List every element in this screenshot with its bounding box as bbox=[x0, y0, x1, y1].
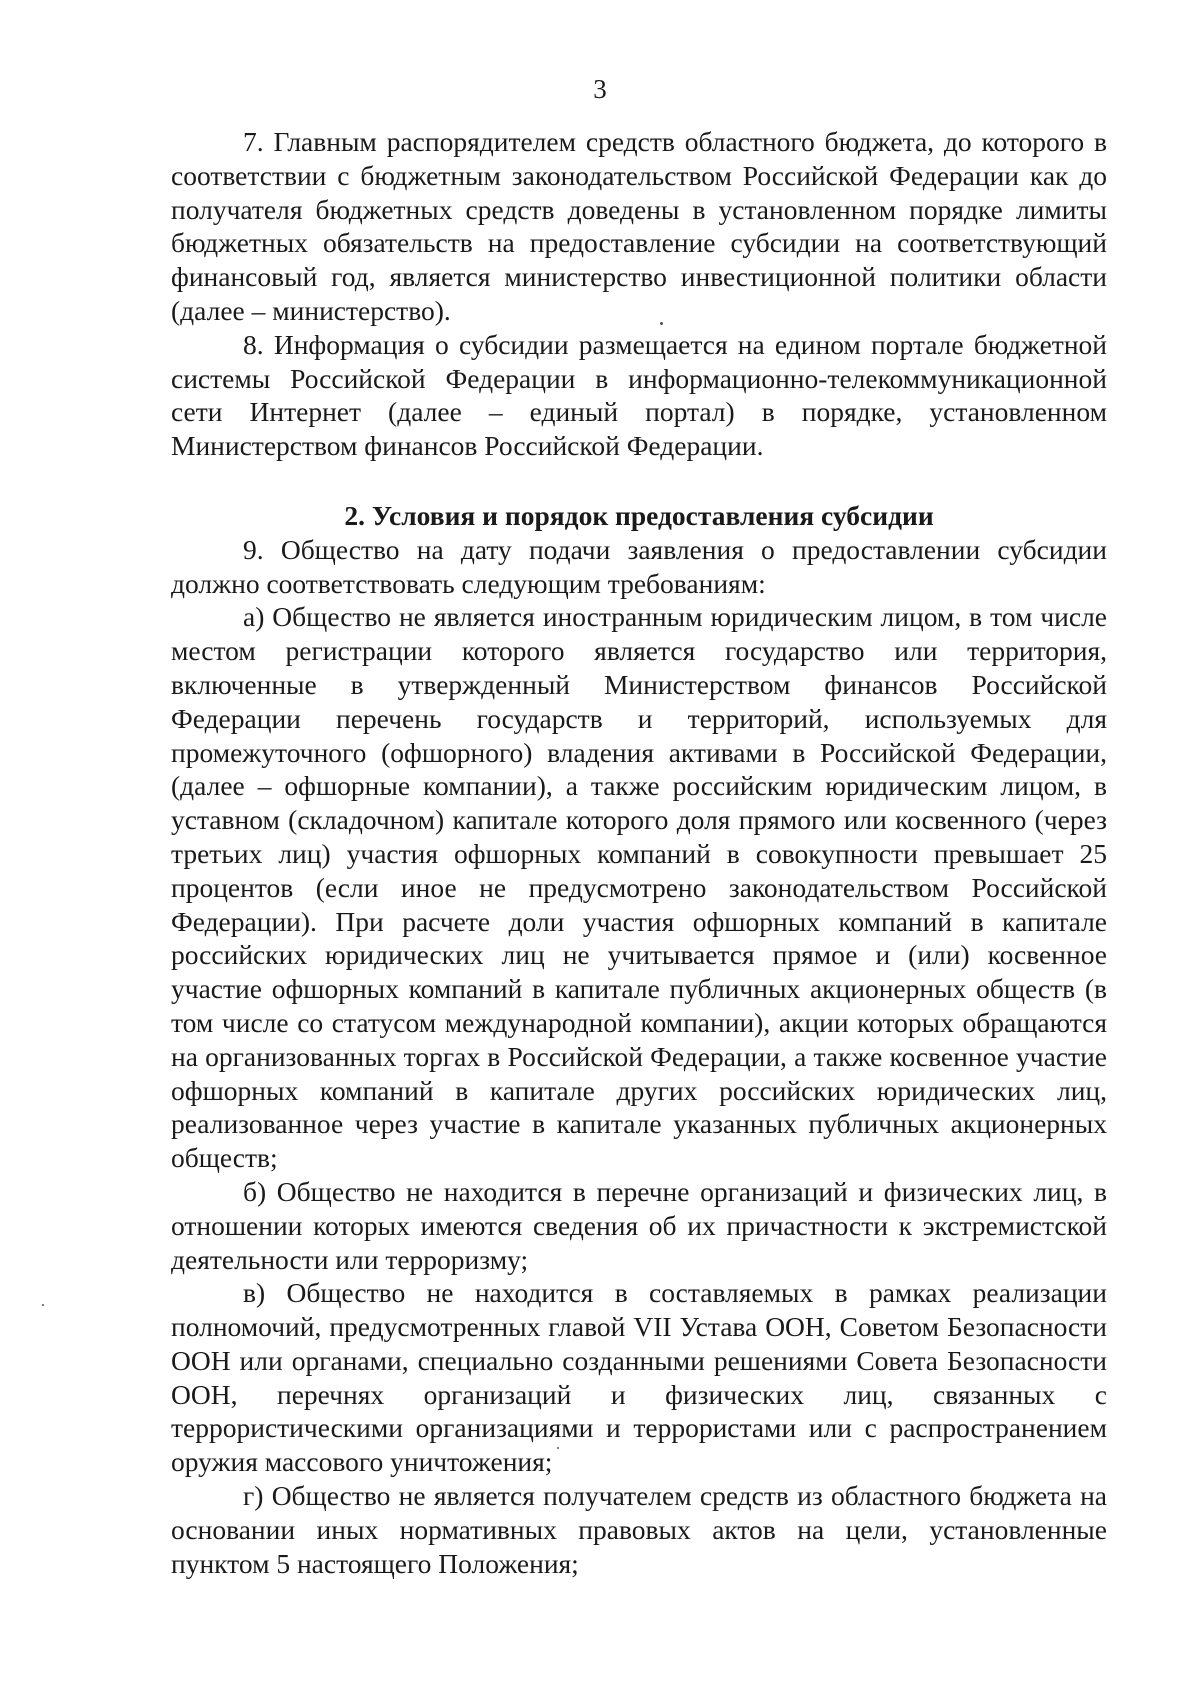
paragraph-9a: а) Общество не является иностранным юридическим лицом, в том числе местом регистрации которого является государство или территория, включенные в утвержденный Министерством финансов Российской Федерации перечень государств и территорий, используемых для промежуточного (офшорного) владения активами в Российской Федерации, (далее – офшорные компании), а также российским юридическим лицом, в уставном (складочном) капитале которого доля прямого или косвенного (через третьих лиц) участия офшорных компаний в совокупности превышает 25 процентов (если иное не предусмотрено законодательством Российской Федерации). При расчете доли участия офшорных компаний в капитале российских юридических лиц не учитывается прямое и (или) косвенное участие офшорных компаний в капитале публичных акционерных обществ (в том числе со статусом международной компании), акции которых обращаются на организованных торгах в Российской Федерации, а также косвенное участие офшорных компаний в капитале других российских юридических лиц, реализованное через участие в капитале указанных публичных акционерных обществ; bbox=[171, 601, 1107, 1174]
paragraph-8: 8. Информация о субсидии размещается на едином портале бюджетной системы Российской Федерации в информационно-телекоммуникационной сети Интернет (далее – единый портал) в порядке, установленном Министерством финансов Российской Федерации. bbox=[171, 328, 1107, 462]
scan-speck bbox=[557, 1447, 559, 1449]
document-body bbox=[171, 125, 1107, 1580]
paragraph-9v: в) Общество не находится в составляемых в рамках реализации полномочий, предусмотренных главой VII Устава ООН, Советом Безопасности ООН или органами, специально созданными решениями Совета Безопасности ООН, перечнях организаций и физических лиц, связанных с террористическими организациями и террористами или с распространением оружия массового уничтожения; bbox=[171, 1277, 1107, 1478]
page-number: 3 bbox=[593, 74, 607, 104]
paragraph-7: 7. Главным распорядителем средств областного бюджета, до которого в соответствии с бюджетным законодательством Российской Федерации как до получателя бюджетных средств доведены в установленном порядке лимиты бюджетных обязательств на предоставление субсидии на соответствующий финансовый год, является министерство инвестиционной политики области (далее – министерство). bbox=[171, 126, 1107, 326]
section-heading: 2. Условия и порядок предоставления субсидии bbox=[344, 499, 934, 531]
paragraph-9: 9. Общество на дату подачи заявления о предоставлении субсидии должно соответствовать следующим требованиям: bbox=[171, 533, 1107, 599]
paragraph-9g: г) Общество не является получателем средств из областного бюджета на основании иных нормативных правовых актов на цели, установленные пунктом 5 настоящего Положения; bbox=[171, 1480, 1107, 1579]
paragraph-9b: б) Общество не находится в перечне организаций и физических лиц, в отношении которых имеются сведения об их причастности к экстремистской деятельности или терроризму; bbox=[171, 1175, 1107, 1275]
scan-speck bbox=[660, 322, 663, 325]
scan-speck bbox=[42, 1304, 44, 1306]
